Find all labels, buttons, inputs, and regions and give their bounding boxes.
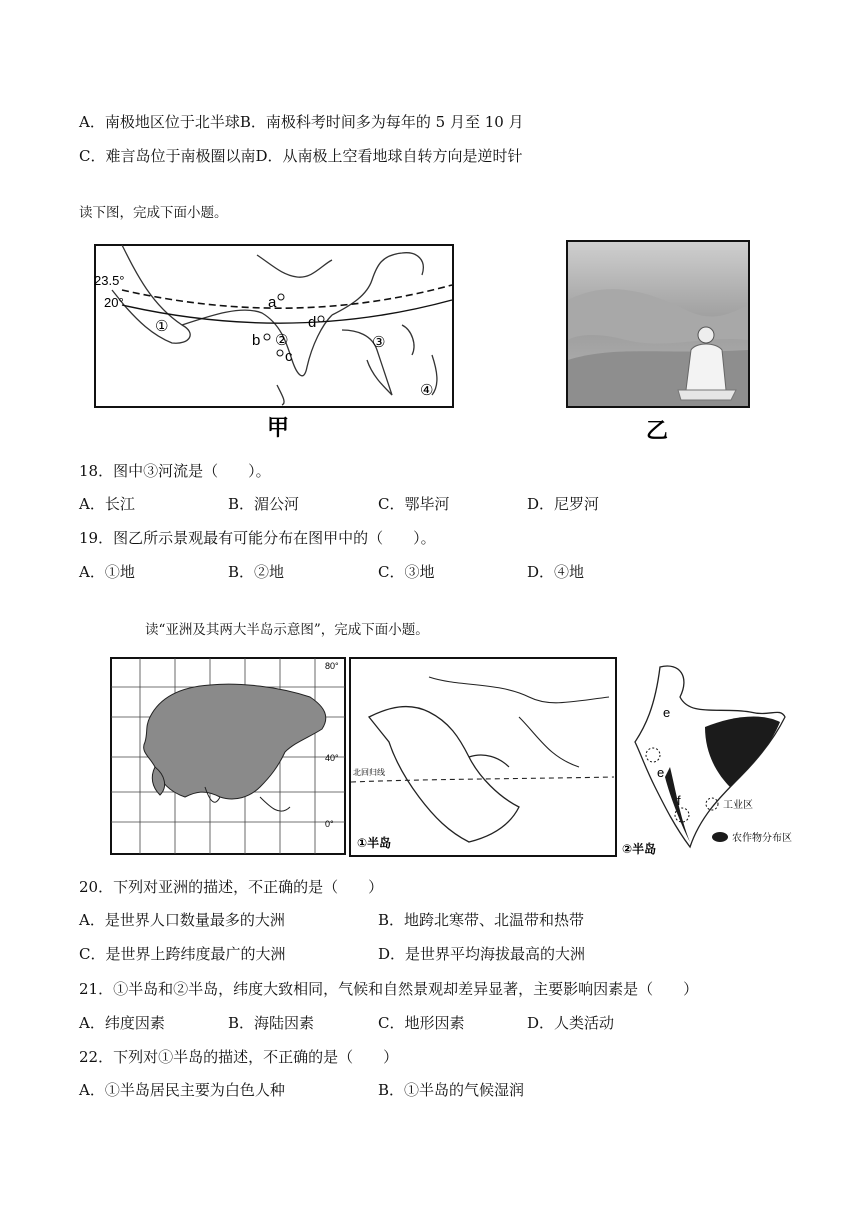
q21-stem: 21．①半岛和②半岛，纬度大致相同，气候和自然景观却差异显著，主要影响因素是（ ）: [79, 980, 699, 998]
mark-e-1: e: [663, 705, 671, 720]
lat-label-40: 40°: [325, 753, 339, 763]
crop-area-east: [705, 717, 780, 787]
figure-peninsula2-map: [620, 657, 820, 859]
q18-option-b: B．湄公河: [228, 495, 300, 513]
industry-zone-1: [646, 748, 660, 762]
q18-stem: 18．图中③河流是（ ）。: [79, 462, 271, 480]
q17-option-d: D．从南极上空看地球自转方向是逆时针: [255, 147, 523, 165]
q19-option-d: D．④地: [527, 563, 585, 581]
q17-option-b: B．南极科考时间多为每年的 5 月至 10 月: [239, 113, 524, 131]
label-c: c: [285, 348, 293, 365]
lat-label-0: 0°: [325, 819, 334, 829]
lat-label-23: 23.5°: [94, 273, 125, 288]
intro-text-1: 读下图，完成下面小题。: [79, 205, 228, 221]
q22-option-b: B．①半岛的气候湿润: [378, 1081, 525, 1099]
figure-asia-map: [110, 657, 348, 857]
q21-option-c: C．地形因素: [378, 1014, 465, 1032]
q22-option-a: A．①半岛居民主要为白色人种: [79, 1081, 285, 1099]
tropic-label: 北回归线: [353, 768, 385, 777]
q17-option-c: C．难言岛位于南极圈以南: [79, 147, 256, 165]
lon-label: 80°: [325, 661, 339, 671]
mark-e-2: e: [657, 765, 665, 780]
figure-jia-map: [82, 235, 462, 445]
q22-stem: 22．下列对①半岛的描述，不正确的是（ ）: [79, 1048, 399, 1066]
q20-option-c: C．是世界上跨纬度最广的大洲: [79, 945, 286, 963]
peninsula2-label: ②半岛: [622, 842, 657, 856]
mark-f: f: [677, 793, 681, 808]
area-1-label: ①: [155, 318, 169, 335]
legend-crop-label: 农作物分布区: [732, 833, 792, 844]
figure-yi-caption: 乙: [646, 418, 669, 440]
q18-option-d: D．尼罗河: [527, 495, 600, 513]
q21-option-d: D．人类活动: [527, 1014, 615, 1032]
q20-option-b: B．地跨北寒带、北温带和热带: [378, 911, 585, 929]
q20-stem: 20．下列对亚洲的描述，不正确的是（ ）: [79, 878, 384, 896]
q17-options-row1: [79, 112, 524, 132]
q18-option-c: C．鄂毕河: [378, 495, 450, 513]
figure-jia-caption: 甲: [267, 415, 290, 440]
legend-industry-label: 工业区: [723, 800, 753, 811]
label-b: b: [252, 332, 261, 349]
q17-option-a: A．南极地区位于北半球: [79, 113, 240, 131]
india-peninsula-outline: [635, 666, 785, 847]
q20-option-d: D．是世界平均海拔最高的大洲: [378, 945, 586, 963]
label-a: a: [268, 294, 277, 311]
figure-peninsula1-map: [349, 657, 619, 859]
q21-option-b: B．海陆因素: [228, 1014, 315, 1032]
q19-option-c: C．③地: [378, 563, 435, 581]
person-head: [698, 327, 714, 343]
person-body: [686, 344, 726, 390]
intro-text-2: 读“亚洲及其两大半岛示意图”，完成下面小题。: [145, 622, 429, 638]
q20-option-a: A．是世界人口数量最多的大洲: [79, 911, 285, 929]
q21-option-a: A．纬度因素: [79, 1014, 165, 1032]
q19-option-b: B．②地: [228, 563, 285, 581]
lat-label-20: 20°: [104, 295, 124, 310]
q18-option-a: A．长江: [79, 495, 135, 513]
label-d: d: [308, 314, 317, 331]
area-4-label: ④: [420, 382, 434, 399]
q17-options-row2: [79, 146, 523, 166]
q19-stem: 19．图乙所示景观最有可能分布在图甲中的（ ）。: [79, 529, 436, 547]
q19-option-a: A．①地: [79, 563, 135, 581]
peninsula1-label: ①半岛: [357, 836, 392, 850]
legend-crop-symbol: [712, 832, 728, 842]
figure-yi-desert-photo: [566, 240, 756, 440]
area-3-label: ③: [372, 334, 386, 351]
area-2-label: ②: [275, 332, 289, 349]
